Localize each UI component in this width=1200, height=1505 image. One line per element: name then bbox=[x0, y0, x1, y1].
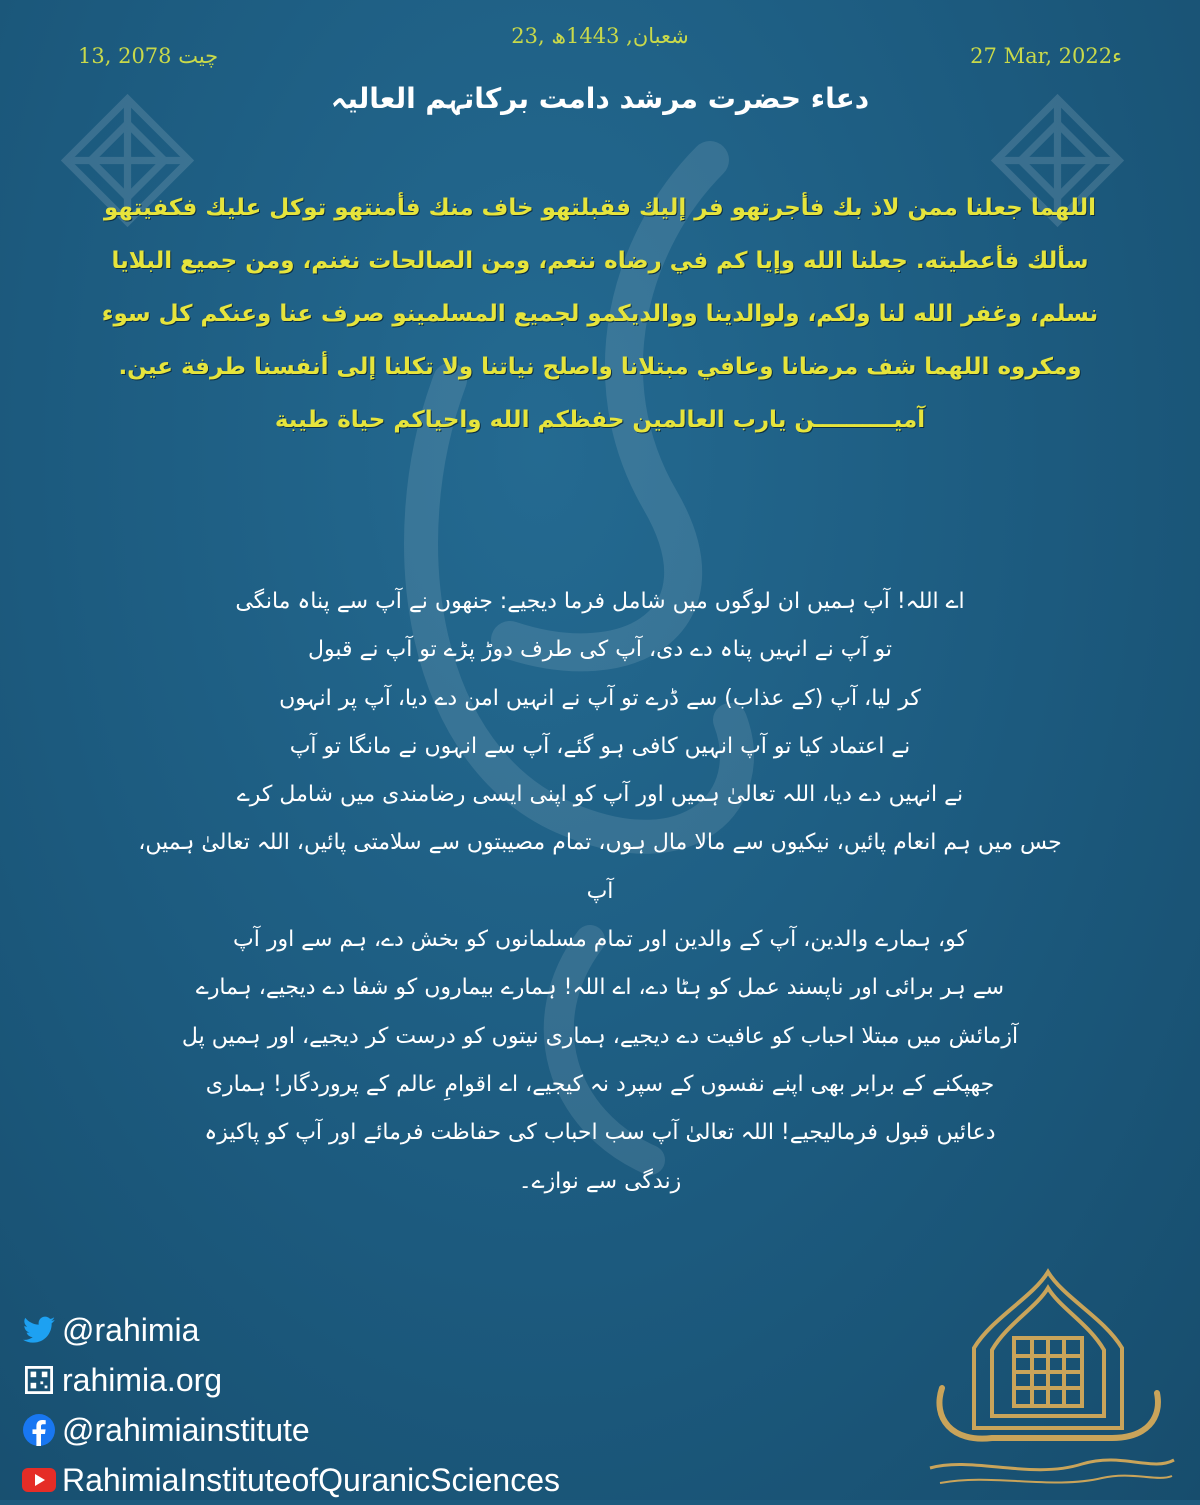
youtube-channel: RahimiaInstituteofQuranicSciences bbox=[62, 1461, 561, 1498]
twitter-handle: @rahimia bbox=[62, 1311, 200, 1348]
website-url: rahimia.org bbox=[62, 1361, 223, 1398]
youtube-icon bbox=[22, 1463, 56, 1497]
urdu-line: کو، ہمارے والدین، آپ کے والدین اور تمام مسلمانوں کو بخش دے، ہم سے اور آپ bbox=[233, 927, 967, 953]
social-links bbox=[22, 1305, 560, 1505]
website-link[interactable] bbox=[22, 1355, 560, 1405]
facebook-icon bbox=[22, 1413, 56, 1447]
urdu-line: دعائیں قبول فرمالیجیے! اللہ تعالیٰ آپ سب احباب کی حفاظت فرمائے اور آپ کو پاکیزہ bbox=[204, 1120, 996, 1146]
facebook-link[interactable] bbox=[22, 1405, 560, 1455]
arabic-dua-text: اللهما جعلنا ممن لاذ بك فأجرتهو فر إليك فقبلتهو خاف منك فأمنتهو توكل عليك فكفيتهو سألك فأعطيته. جعلنا الله وإيا كم في رضاه ننعم، ومن الصالحات نغنم، ومن جميع البلايا نسلم، وغفر الله لنا ولكم، ولوالدينا ووالديكمو لجميع المسلمينو صرف عنا وعنكم كل سوء ومكروه اللهما شف مرضانا وعافي مبتلانا واصلح نياتنا ولا تكلنا إلى أنفسنا طرفة عين. آميــــــــــن يارب العالمين حفظكم الله واحياكم حياة طيبة bbox=[101, 195, 1099, 433]
urdu-line: جھپکنے کے برابر بھی اپنے نفسوں کے سپرد نہ کیجیے، اے اقوامِ عالم کے پروردگار! ہماری bbox=[205, 1071, 995, 1097]
youtube-link[interactable] bbox=[22, 1455, 560, 1505]
gregorian-date: 27 Mar, 2022ء bbox=[970, 44, 1122, 68]
urdu-line: آزمائش میں مبتلا احباب کو عافیت دے دیجیے، ہماری نیتوں کو درست کر دیجیے، اور ہمیں پل bbox=[181, 1023, 1019, 1049]
urdu-line: نے اعتماد کیا تو آپ انہیں کافی ہو گئے، آپ سے انہوں نے مانگا تو آپ bbox=[289, 733, 911, 759]
qr-code-icon bbox=[22, 1363, 56, 1397]
urdu-line: زندگی سے نوازے۔ bbox=[518, 1168, 682, 1194]
urdu-line: تو آپ نے انہیں پناہ دے دی، آپ کی طرف دوڑ پڑے تو آپ نے قبول bbox=[307, 637, 892, 663]
urdu-line: جس میں ہم انعام پائیں، نیکیوں سے مالا مال ہوں، تمام مصیبتوں سے سلامتی پائیں، اللہ تعالیٰ ہمیں، آپ bbox=[138, 830, 1062, 904]
facebook-handle: @rahimiainstitute bbox=[62, 1411, 310, 1448]
page-title: دعاء حضرت مرشد دامت برکاتہم العالیہ bbox=[330, 82, 870, 115]
bikrami-date: 13, چیت 2078 bbox=[78, 44, 219, 68]
twitter-icon bbox=[22, 1313, 56, 1347]
urdu-line: سے ہر برائی اور ناپسند عمل کو ہٹا دے، اے اللہ! ہمارے بیماروں کو شفا دے دیجیے، ہمارے bbox=[195, 975, 1005, 1001]
urdu-line: اے اللہ! آپ ہمیں ان لوگوں میں شامل فرما دیجیے: جنھوں نے آپ سے پناہ مانگی bbox=[235, 589, 965, 614]
urdu-translation bbox=[130, 578, 1070, 1206]
twitter-link[interactable] bbox=[22, 1305, 560, 1355]
hijri-date: 23, شعبان, 1443ھ bbox=[511, 24, 689, 48]
rahimia-logo bbox=[912, 1268, 1184, 1493]
urdu-line: نے انہیں دے دیا، اللہ تعالیٰ ہمیں اور آپ کو اپنی ایسی رضامندی میں شامل کرے bbox=[236, 782, 964, 808]
urdu-line: کر لیا، آپ (کے عذاب) سے ڈرے تو آپ نے انہیں امن دے دیا، آپ پر انہوں bbox=[279, 685, 921, 711]
